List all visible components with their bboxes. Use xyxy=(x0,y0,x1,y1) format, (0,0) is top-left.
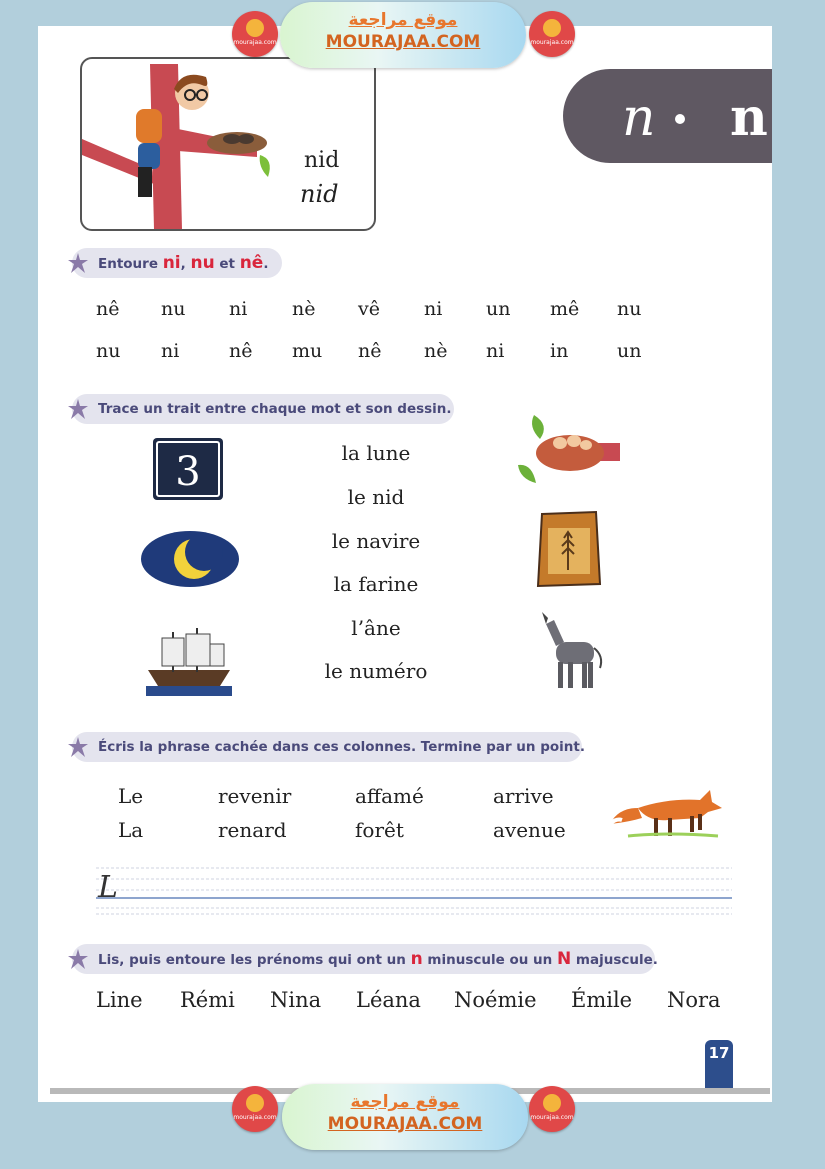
syllable-item[interactable]: nè xyxy=(424,340,448,362)
column-2-word-2: renard xyxy=(218,818,287,842)
watermark-logo-right-top: mourajaa.com xyxy=(529,11,575,57)
matching-word[interactable]: le numéro xyxy=(324,659,428,683)
syllable-item[interactable]: mu xyxy=(292,340,323,362)
letter-n-badge xyxy=(562,67,772,165)
column-1-word-2: La xyxy=(118,818,144,842)
column-4-word-1: arrive xyxy=(493,784,554,808)
watermark-latin[interactable]: MOURAJAA.COM xyxy=(327,1114,483,1134)
syllable-item[interactable]: ni xyxy=(486,340,505,362)
watermark-logo-left-top: mourajaa.com xyxy=(232,11,278,57)
name-item[interactable]: Émile xyxy=(571,988,633,1012)
syllable-item[interactable]: nê xyxy=(96,298,120,320)
letter-badge-cursive: n xyxy=(622,88,656,148)
syllable-item[interactable]: in xyxy=(550,340,569,362)
matching-word[interactable]: l’âne xyxy=(351,616,401,640)
column-2-word-1: revenir xyxy=(218,784,292,808)
moon-image xyxy=(140,530,240,588)
syllable-item[interactable]: nu xyxy=(96,340,121,362)
star-bullet-icon xyxy=(68,737,88,757)
star-bullet-icon xyxy=(68,949,88,969)
instruction-exercise-1: Entoure ni, nu et nê. xyxy=(72,248,282,278)
donkey-image xyxy=(538,612,608,692)
instruction-exercise-3: Écris la phrase cachée dans ces colonnes. Termine par un point. xyxy=(72,732,582,762)
plaque-number: 3 xyxy=(175,449,201,495)
watermark-logo-left-bottom: mourajaa.com xyxy=(232,1086,278,1132)
header-word: nid xyxy=(304,148,340,173)
watermark-logo-right-bottom: mourajaa.com xyxy=(529,1086,575,1132)
flour-bag-image xyxy=(534,508,604,588)
syllable-item[interactable]: nu xyxy=(617,298,642,320)
syllable-item[interactable]: nê xyxy=(229,340,253,362)
watermark-arabic: موقع مراجعة xyxy=(350,1092,460,1112)
syllable-item[interactable]: mê xyxy=(550,298,580,320)
cursive-start-letter: L xyxy=(98,870,118,905)
matching-word[interactable]: la lune xyxy=(341,441,411,465)
column-1-word-1: Le xyxy=(118,784,144,808)
watermark-banner-top[interactable] xyxy=(280,2,526,68)
page-number: 17 xyxy=(705,1040,733,1090)
writing-lines[interactable] xyxy=(96,866,732,916)
matching-word[interactable]: le navire xyxy=(331,529,421,553)
watermark-banner-bottom[interactable] xyxy=(282,1084,528,1150)
matching-word[interactable]: la farine xyxy=(333,572,419,596)
syllable-item[interactable]: nu xyxy=(161,298,186,320)
syllable-item[interactable]: ni xyxy=(229,298,248,320)
column-3-word-1: affamé xyxy=(355,784,424,808)
name-item[interactable]: Rémi xyxy=(180,988,235,1012)
instruction-exercise-2: Trace un trait entre chaque mot et son dessin. xyxy=(72,394,454,424)
header-word-cursive: nid xyxy=(300,180,339,208)
syllable-item[interactable]: nê xyxy=(358,340,382,362)
watermark-arabic: موقع مراجعة xyxy=(348,10,458,30)
syllable-item[interactable]: vê xyxy=(358,298,380,320)
nest-image xyxy=(514,405,620,491)
watermark-latin[interactable]: MOURAJAA.COM xyxy=(325,32,481,52)
instruction-exercise-4: Lis, puis entoure les prénoms qui ont un n minuscule ou un N majuscule. xyxy=(72,944,655,974)
house-number-plaque-image xyxy=(152,437,224,501)
star-bullet-icon xyxy=(68,399,88,419)
syllable-item[interactable]: ni xyxy=(161,340,180,362)
syllable-item[interactable]: nè xyxy=(292,298,316,320)
name-item[interactable]: Nora xyxy=(667,988,721,1012)
ship-image xyxy=(144,622,234,698)
name-item[interactable]: Line xyxy=(96,988,143,1012)
syllable-item[interactable]: un xyxy=(486,298,511,320)
syllable-item[interactable]: un xyxy=(617,340,642,362)
column-4-word-2: avenue xyxy=(493,818,566,842)
column-3-word-2: forêt xyxy=(355,818,404,842)
name-item[interactable]: Léana xyxy=(356,988,421,1012)
name-item[interactable]: Noémie xyxy=(454,988,537,1012)
fox-image xyxy=(608,778,726,840)
matching-word[interactable]: le nid xyxy=(347,485,405,509)
letter-badge-print: n xyxy=(730,87,768,148)
star-bullet-icon xyxy=(68,253,88,273)
name-item[interactable]: Nina xyxy=(270,988,322,1012)
syllable-item[interactable]: ni xyxy=(424,298,443,320)
